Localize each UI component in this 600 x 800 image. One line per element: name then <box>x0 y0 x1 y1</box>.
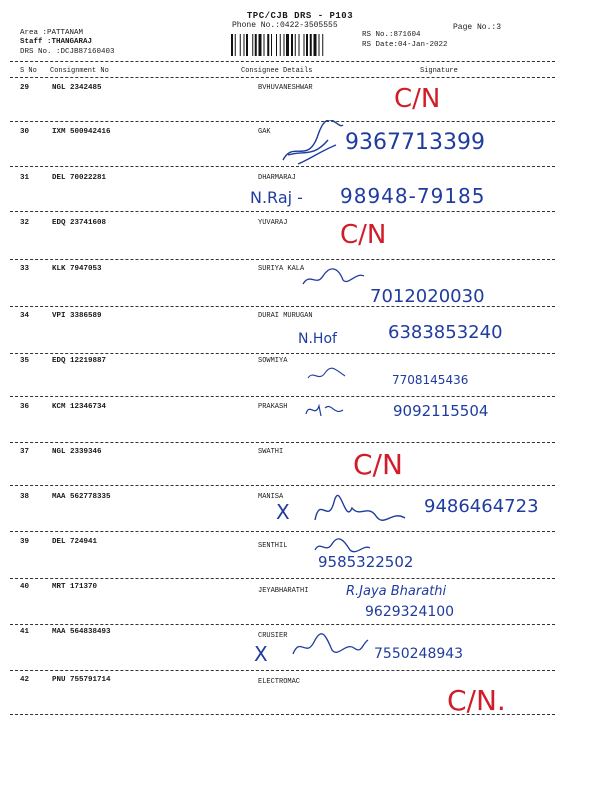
row-divider <box>10 259 555 260</box>
signature-scribble <box>310 490 410 530</box>
header-divider-bottom <box>10 77 555 78</box>
row-handwritten-note: C/N <box>394 84 441 114</box>
row-handwritten-phone: 9486464723 <box>424 496 539 517</box>
row-divider <box>10 396 555 397</box>
row-consignment: KLK 7947053 <box>52 265 102 273</box>
row-sno: 32 <box>20 219 30 227</box>
row-consignment: NGL 2339346 <box>52 448 102 456</box>
row-sno: 31 <box>20 174 30 182</box>
row-consignment: MAA 564838493 <box>52 628 111 636</box>
signature-scribble <box>303 398 348 420</box>
row-handwritten-phone: 7012020030 <box>370 286 485 307</box>
row-divider <box>10 714 555 715</box>
row-consignment: DEL 724941 <box>52 538 98 546</box>
signature-scribble <box>305 366 350 384</box>
sheet-title: TPC/CJB DRS - P103 <box>246 11 354 21</box>
row-consignment: VPI 3386589 <box>52 312 102 320</box>
col-consignment: Consignment No <box>50 67 109 75</box>
row-consignee: GAK <box>258 128 271 136</box>
row-consignment: IXM 500942416 <box>52 128 111 136</box>
row-consignment: KCM 12346734 <box>52 403 107 411</box>
row-consignment: MAA 562778335 <box>52 493 111 501</box>
row-consignment: EDQ 23741608 <box>52 219 107 227</box>
page-number: Page No.:3 <box>453 23 502 32</box>
row-consignee: YUVARAJ <box>258 219 288 227</box>
header-divider-top <box>10 61 555 62</box>
row-handwritten-note: C/N. <box>447 684 506 717</box>
row-handwritten-name: N.Hof <box>298 331 337 347</box>
row-consignee: DHARMARAJ <box>258 174 296 182</box>
row-divider <box>10 166 555 167</box>
row-divider <box>10 442 555 443</box>
row-divider <box>10 624 555 625</box>
row-sno: 42 <box>20 676 30 684</box>
row-consignee: PRAKASH <box>258 403 288 411</box>
row-handwritten-phone: 9585322502 <box>318 553 414 571</box>
staff-label: Staff :THANGARAJ <box>20 38 93 46</box>
row-sno: 34 <box>20 312 30 320</box>
row-consignment: PNU 755791714 <box>52 676 111 684</box>
row-consignee: JEYABHARATHI <box>258 587 309 595</box>
row-sno: 30 <box>20 128 30 136</box>
col-sno: S No <box>20 67 37 75</box>
row-consignee: ELECTROMAC <box>258 678 301 686</box>
area-label: Area :PATTANAM <box>20 29 84 37</box>
row-consignment: DEL 70022281 <box>52 174 107 182</box>
row-divider <box>10 306 555 307</box>
row-divider <box>10 670 555 671</box>
row-consignee: DURAI MURUGAN <box>258 312 313 320</box>
row-handwritten-mark: X <box>254 642 268 666</box>
row-sno: 37 <box>20 448 30 456</box>
row-consignee: BVHUVANESHWAR <box>258 84 313 92</box>
row-handwritten-phone: 6383853240 <box>388 322 503 343</box>
row-divider <box>10 531 555 532</box>
drs-number: DRS No. :DCJB87160403 <box>20 48 115 56</box>
row-divider <box>10 578 555 579</box>
row-consignment: NGL 2342485 <box>52 84 102 92</box>
row-handwritten-phone: 9367713399 <box>345 130 485 155</box>
row-consignee: SOWMIYA <box>258 357 288 365</box>
signature-scribble <box>298 262 368 292</box>
row-consignee: SENTHIL <box>258 542 288 550</box>
row-sno: 33 <box>20 265 30 273</box>
row-sno: 39 <box>20 538 30 546</box>
row-consignment: EDQ 12219887 <box>52 357 107 365</box>
row-consignment: MRT 171370 <box>52 583 98 591</box>
col-signature: Signature <box>420 67 458 75</box>
row-sno: 35 <box>20 357 30 365</box>
barcode <box>231 34 352 56</box>
row-handwritten-phone: 98948-79185 <box>340 184 486 208</box>
row-consignee: CRUSIER <box>258 632 288 640</box>
row-sno: 40 <box>20 583 30 591</box>
row-handwritten-phone: 7708145436 <box>392 373 469 387</box>
row-handwritten-note: C/N <box>340 220 387 250</box>
row-consignee: SWATHI <box>258 448 284 456</box>
row-consignee: SURIYA KALA <box>258 265 305 273</box>
col-consignee: Consignee Details <box>241 67 313 75</box>
row-sno: 29 <box>20 84 30 92</box>
row-sno: 38 <box>20 493 30 501</box>
row-handwritten-phone: 9629324100 <box>365 604 455 620</box>
row-divider <box>10 211 555 212</box>
row-handwritten-name: R.Jaya Bharathi <box>346 584 447 599</box>
row-handwritten-name: N.Raj - <box>250 188 303 207</box>
signature-scribble <box>278 120 348 170</box>
rs-date: RS Date:04-Jan-2022 <box>362 41 448 49</box>
phone-number: Phone No.:0422-3505555 <box>232 21 338 30</box>
rs-number: RS No.:871604 <box>362 31 421 39</box>
row-divider <box>10 353 555 354</box>
row-sno: 41 <box>20 628 30 636</box>
row-handwritten-note: C/N <box>353 448 403 481</box>
signature-scribble <box>290 632 370 662</box>
row-handwritten-phone: 9092115504 <box>393 402 489 420</box>
row-handwritten-phone: 7550248943 <box>374 646 464 662</box>
row-divider <box>10 485 555 486</box>
row-handwritten-mark: X <box>276 500 290 524</box>
row-sno: 36 <box>20 403 30 411</box>
row-consignee: MANISA <box>258 493 284 501</box>
